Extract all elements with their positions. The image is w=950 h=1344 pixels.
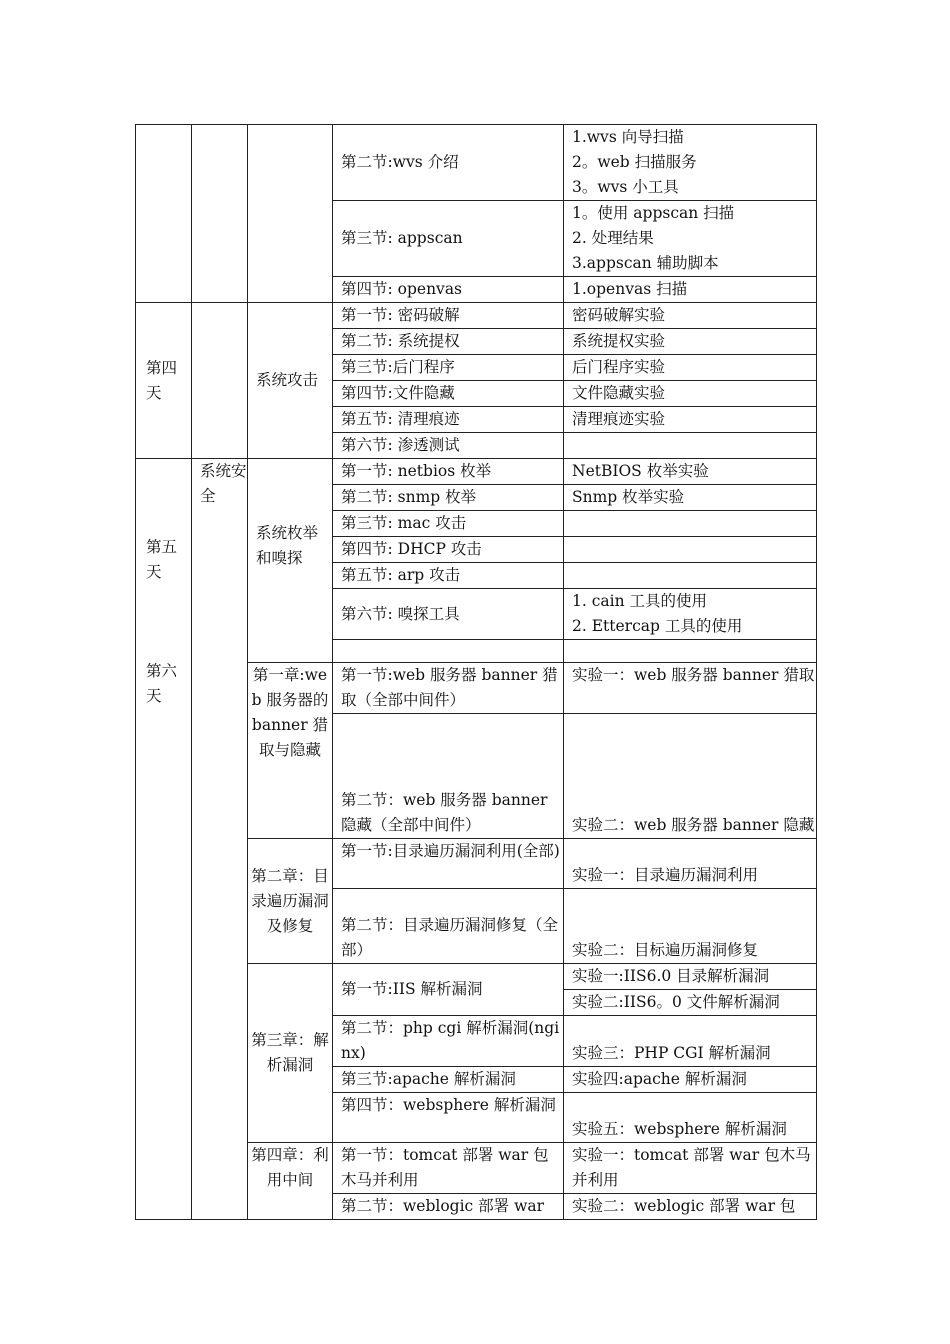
lab-cell: 实验一：目录遍历漏洞利用 (564, 839, 817, 889)
lab-cell (564, 537, 817, 563)
lab-cell: 实验二：weblogic 部署 war 包 (564, 1194, 817, 1220)
lab-line: 3。wvs 小工具 (572, 178, 679, 196)
day-cell: 第四天 (136, 303, 192, 459)
lab-cell: 实验二：web 服务器 banner 隐藏 (564, 714, 817, 839)
day-label-5: 第五天 (146, 538, 178, 581)
lab-cell (564, 433, 817, 459)
lab-cell (564, 125, 817, 201)
chapter-cell: 第一章:web 服务器的 banner 猎取与隐藏 (248, 663, 333, 839)
section-cell: 第一节:IIS 解析漏洞 (333, 964, 564, 1016)
lab-cell (564, 589, 817, 640)
lab-cell: 实验一:IIS6.0 目录解析漏洞 (564, 964, 817, 990)
section-cell-empty (333, 640, 564, 663)
section-cell: 第一节：tomcat 部署 war 包木马并利用 (333, 1143, 564, 1194)
table-row (136, 459, 817, 485)
lab-cell: 实验三：PHP CGI 解析漏洞 (564, 1016, 817, 1067)
day-label-6: 第六天 (146, 662, 178, 705)
lab-cell: 实验一：tomcat 部署 war 包木马并利用 (564, 1143, 817, 1194)
section-cell: 第二节：目录遍历漏洞修复（全部） (333, 889, 564, 964)
lab-cell: 系统提权实验 (564, 329, 817, 355)
section-cell: 第六节: 渗透测试 (333, 433, 564, 459)
section-cell: 第二节：web 服务器 banner 隐藏（全部中间件） (333, 714, 564, 839)
section-cell: 第三节: appscan (333, 201, 564, 277)
lab-cell (564, 511, 817, 537)
section-cell: 第一节: netbios 枚举 (333, 459, 564, 485)
section-cell: 第二节：php cgi 解析漏洞(nginx) (333, 1016, 564, 1067)
lab-line: 1.wvs 向导扫描 (572, 128, 684, 146)
lab-line: 1。使用 appscan 扫描 (572, 204, 735, 222)
day-cell (136, 459, 192, 1220)
day-cell-empty (136, 125, 192, 303)
lab-cell: 文件隐藏实验 (564, 381, 817, 407)
lab-line: 2。web 扫描服务 (572, 153, 697, 171)
table-row (136, 303, 817, 329)
section-cell: 第五节: 清理痕迹 (333, 407, 564, 433)
topic-cell: 系统攻击 (248, 303, 333, 459)
lab-cell: 实验二:IIS6。0 文件解析漏洞 (564, 990, 817, 1016)
lab-cell-empty (564, 640, 817, 663)
lab-line: 2. Ettercap 工具的使用 (572, 617, 743, 635)
lab-line: 3.appscan 辅助脚本 (572, 254, 719, 272)
chapter-cell: 第三章：解析漏洞 (248, 964, 333, 1143)
module-cell-empty (192, 303, 248, 459)
section-cell: 第五节: arp 攻击 (333, 563, 564, 589)
lab-cell: 实验一：web 服务器 banner 猎取 (564, 663, 817, 714)
module-cell-empty (192, 125, 248, 303)
section-cell: 第三节:apache 解析漏洞 (333, 1067, 564, 1093)
chapter-cell: 第二章：目录遍历漏洞及修复 (248, 839, 333, 964)
lab-cell: Snmp 枚举实验 (564, 485, 817, 511)
lab-cell: 实验四:apache 解析漏洞 (564, 1067, 817, 1093)
section-cell: 第一节: 密码破解 (333, 303, 564, 329)
topic-cell: 系统枚举和嗅探 (248, 459, 333, 663)
section-cell: 第二节: 系统提权 (333, 329, 564, 355)
section-cell: 第二节:wvs 介绍 (333, 125, 564, 201)
lab-cell: 1.openvas 扫描 (564, 277, 817, 303)
section-cell: 第四节：websphere 解析漏洞 (333, 1093, 564, 1143)
section-cell: 第四节: openvas (333, 277, 564, 303)
lab-cell (564, 201, 817, 277)
section-cell: 第二节: snmp 枚举 (333, 485, 564, 511)
section-cell: 第二节：weblogic 部署 war (333, 1194, 564, 1220)
topic-cell-empty (248, 125, 333, 303)
lab-cell: 清理痕迹实验 (564, 407, 817, 433)
lab-cell: 实验五：websphere 解析漏洞 (564, 1093, 817, 1143)
section-cell: 第一节:web 服务器 banner 猎取（全部中间件） (333, 663, 564, 714)
lab-line: 1. cain 工具的使用 (572, 592, 708, 610)
lab-line: 2. 处理结果 (572, 229, 654, 247)
section-cell: 第六节: 嗅探工具 (333, 589, 564, 640)
section-cell: 第一节:目录遍历漏洞利用(全部) (333, 839, 564, 889)
section-cell: 第三节: mac 攻击 (333, 511, 564, 537)
lab-cell: 后门程序实验 (564, 355, 817, 381)
section-cell: 第三节:后门程序 (333, 355, 564, 381)
lab-cell: 实验二：目标遍历漏洞修复 (564, 889, 817, 964)
chapter-cell: 第四章：利用中间 (248, 1143, 333, 1220)
lab-cell (564, 563, 817, 589)
course-schedule-table (135, 124, 817, 1220)
module-cell: 系统安全 (192, 459, 248, 1220)
section-cell: 第四节:文件隐藏 (333, 381, 564, 407)
lab-cell: 密码破解实验 (564, 303, 817, 329)
section-cell: 第四节: DHCP 攻击 (333, 537, 564, 563)
lab-cell: NetBIOS 枚举实验 (564, 459, 817, 485)
table-row (136, 125, 817, 201)
